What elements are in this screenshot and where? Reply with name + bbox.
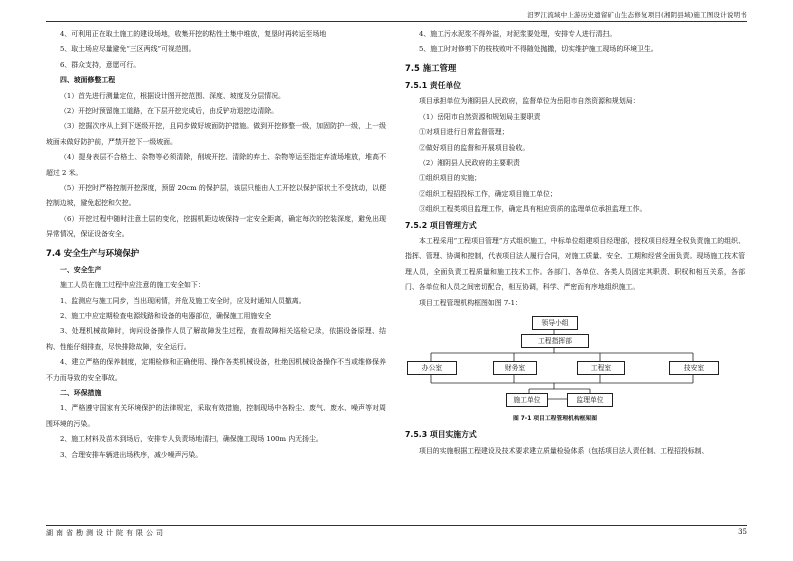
org-box-office: 办公室 [407,361,457,375]
footer-rule [46,525,747,526]
section-title-7-5: 7.5 施工管理 [405,62,457,73]
paragraph: 2、施工中应定期检查电源线路和设备的电器部位，确保施工用施安全 [60,311,272,320]
paragraph: （1）岳阳市自然资源和规划局主要职责 [419,112,541,121]
paragraph: 施工人员在施工过程中应注意的施工安全如下： [60,281,205,290]
org-box-supervision-unit: 监理单位 [567,393,613,407]
section-heading: 一、安全生产 [60,265,102,274]
paragraph: （5）开挖时严格控制开挖深度，预留 20cm 的保护层，该层只能由人工开挖以保护原状土不受扰动，以便控制边坡，避免起挖和欠挖。 [46,184,386,208]
header-title: 汨罗江流域中上游历史遗留矿山生态修复项目(湘阴县域)施工图设计说明书 [527,11,747,19]
right-column [405,27,745,459]
paragraph: （4）提身表层不合格土、杂物等必须清除，削坡开挖、清除的弃土、杂物等运至指定弃渣场堆放，堆高不超过 2 米。 [46,153,386,177]
org-box-leadership: 领导小组 [532,316,578,330]
paragraph: 1、严格遵守国家有关环境保护的法律规定，采取有效措施，控制现场中各粉尘、废气、废水、噪声等对周围环境的污染。 [46,404,386,428]
subsection-title-7-5-1: 7.5.1 责任单位 [405,80,462,90]
page-number: 35 [738,528,747,536]
paragraph: 2、施工材料及苗木到场后，安排专人负责场地清扫，确保施工现场 100m 内无扬尘。 [60,435,323,444]
paragraph: 本工程采用“工程项目管理”方式组织施工，中标单位组建项目经理部，授权项目经理全权负责施工的组织、指挥、管理、协调和控制，代表项目法人履行合同，对施工质量、安全、工期和经营全面负责。现场施工技术管理人员，全面负责工程质量和施工技术工作。各部门、各单位、各类人员固定其职责、职权和相互关系，各部门、各单位和人员之间密切配合，相互协调，科学、严密而有序地组织施工。 [405,237,745,292]
paragraph: 项目工程管理机构框图如图 7-1： [419,298,522,307]
paragraph: 4、可利用正在取土施工的建设场地，收集开挖的粘性土集中堆放，复垦时再转运至场地 [60,30,327,38]
paragraph: 1、监测应与施工同步，当出现闲情，并危及施工安全时，应及时通知人员撤离。 [60,296,306,305]
paragraph: 3、处理机械故障时，询问设备操作人员了解故障发生过程，查看故障相关巡检记录，依据设备原理、结构、性能仔细排查，尽快排除故障，安全运行。 [46,327,386,351]
paragraph: ②组织工程招投标工作，确定项目施工单位； [419,189,557,198]
org-box-command: 工程指挥部 [521,334,589,348]
paragraph: （1）首先进行测量定位，根据设计图开挖范围、深度、坡度及分层情况。 [60,91,285,100]
paragraph: 5、取土场应尽量避免“三区两线”可视范围。 [60,45,196,54]
paragraph: 项目承担单位为湘阴县人民政府，监督单位为岳阳市自然资源和规划局： [419,97,640,106]
left-column [46,27,386,463]
paragraph: ③组织工程类项目监理工作，确定具有相应资质的监理单位承担监理工作。 [419,205,647,214]
paragraph: 3、合理安排车辆进出场秩序，减少噪声污染。 [60,450,203,459]
paragraph: 6、群众支持，意愿可行。 [60,60,141,69]
paragraph: ①组织项目的实施； [419,174,482,183]
figure-caption: 图 7-1 项目工程管理机构框架图 [512,416,598,423]
subsection-title-7-5-3: 7.5.3 项目实施方式 [405,430,477,440]
section-title-7-4: 7.4 安全生产与环境保护 [46,247,140,258]
org-box-tech-safety: 技安室 [669,361,719,375]
footer-company: 湖南省勘测设计院有限公司 [46,529,166,537]
paragraph: （2）开挖时预留施工道路，在下层开挖完成后，由反铲功退挖边清除。 [60,107,278,116]
paragraph: （6）开挖过程中随时注意土层的变化，挖掘机距边坡保持一定安全距离，确定每次的挖装深度，避免出现异常情况，保证设备安全。 [46,214,386,239]
paragraph: ②做好项目的监督和开展项目验收。 [419,143,530,152]
paragraph: 项目的实施根据工程建设及技术要求建立质量检验体系（包括项目法人责任制、工程招投标制、 [419,446,709,455]
paragraph: 4、施工污水泥浆不得外溢，对泥浆要处理，安排专人进行清扫。 [419,30,617,38]
org-box-finance: 财务室 [493,361,537,375]
header-rule [46,21,747,22]
org-box-engineering: 工程室 [577,361,625,375]
paragraph: （3）挖掘次序从上到下逐级开挖，且同步做好坡面防护措施。做到开挖修整一级，加固防护一级，上一级坡面未做好防护前，严禁开挖下一级坡面。 [46,122,386,146]
org-chart [405,315,745,427]
section-heading: 二、环保措施 [60,388,102,397]
section-heading: 四、坡面修整工程 [60,76,116,85]
paragraph: 5、施工时对修剪下的枝枝败叶不得随处抛撒，切实维护施工现场的环境卫生。 [419,45,658,54]
paragraph: 4、建立严格的保养制度，定期检修和正确使用、操作各类机械设备，杜绝因机械设备操作不当或维修保养不力而导致的安全事故。 [46,358,386,382]
subsection-title-7-5-2: 7.5.2 项目管理方式 [405,220,477,230]
paragraph: （2）湘阴县人民政府的主要职责 [419,158,520,167]
paragraph: ①对项目进行日常监督管理； [419,128,509,137]
org-box-construction-unit: 施工单位 [506,393,548,407]
